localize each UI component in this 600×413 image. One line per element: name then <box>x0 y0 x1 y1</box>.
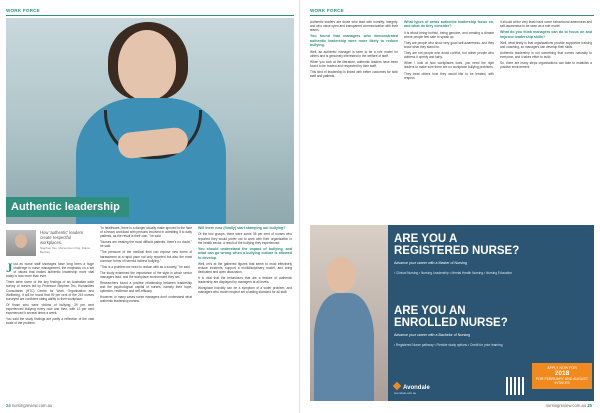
folio-left <box>6 403 52 408</box>
paragraph: However, in many cases nurse managers don't understand what authentic leadership means. <box>100 295 192 304</box>
page-number: 25 <box>587 403 592 408</box>
advert-q2-line1: ARE YOU AN <box>394 305 466 317</box>
paragraph: Of those who were victims of bullying, 39 per cent experienced bullying every now and then, with 12 per cent experienced it several times a week. <box>6 302 94 316</box>
right-col-1 <box>310 20 398 80</box>
folio-site: nursingreview.com.au <box>545 403 587 408</box>
photo-face <box>118 30 176 100</box>
paragraph: It is about being truthful, being genuine, and creating a climate where people feel safe to speak up. <box>404 30 494 39</box>
paragraph: "This is a problem we need to reckon with as a society," he said. <box>100 264 191 269</box>
advert-sub1: Advance your career with a Master of Nursing <box>394 261 467 265</box>
paragraph: This kind of leadership is linked with better outcomes for both staff and patients. <box>310 69 398 78</box>
paragraph: ust as nurse staff shortages have long been a huge challenge in nurse management, the emphasis on a set of values that makes authentic leadership more vital today is now more than ever. <box>6 262 94 279</box>
paragraph: They treat others how they would like to be treated, with respect. <box>404 71 494 80</box>
advert-sub2: Advance your career with a Bachelor of Nursing <box>394 333 471 337</box>
paragraph: So, there are many steps organisations can take to establish a positive environment. <box>500 61 592 70</box>
running-head-rule <box>310 15 594 16</box>
folio-site: nursingreview.com.au <box>11 403 53 408</box>
paragraph: Workplace incivility can be a symptom of a wider problem, and managers who model respect set a lasting standard for all staff. <box>198 286 292 295</box>
subhead: Will there now (finally) start stamping out bullying? <box>198 226 286 230</box>
subhead: You found that managers who demonstrated authentic leadership were more likely to reduce bullying. <box>310 34 398 48</box>
paragraph: When I look at how workplaces work, you need the right leaders to make sure there are no workplace bullying problems. <box>404 61 494 70</box>
standfirst-text: How 'authentic' leaders create respectful workplaces. <box>40 230 84 245</box>
advert-q1-line2: REGISTERED NURSE? <box>394 245 520 257</box>
right-page <box>300 0 600 413</box>
paragraph: They are people who show very good self-awareness, and they know what they stand for. <box>404 41 494 50</box>
article-title: Authentic leadership <box>6 197 129 217</box>
paragraph: You said the study findings are partly a reflection of the vast scale of the problem. <box>6 317 94 326</box>
paragraph: "The pressure of the medical field can expose new forms of harassment at a rapid pace not only reported but also the most common forms of harmful indirect bullying." <box>100 250 192 263</box>
paragraph: There were some of the key findings of an Australian wide survey of nurses led by Professor Stephen Teo, Humanities Consultants (HTC) Centre for Work, Organisation and Wellbeing. It will be found that 99 per cent of the 219 nurses surveyed are confident rating ability to their workplace. <box>6 280 94 301</box>
advert-web[interactable]: avondale.edu.au <box>394 391 417 395</box>
paragraph: It should at the very least have some behavioural awareness and self-awareness to be seen as a role model. <box>500 20 592 29</box>
advert-q1 <box>394 233 519 257</box>
brand-name: Avondale <box>403 385 430 391</box>
running-head-rule <box>6 15 294 16</box>
paragraph: "In healthcare, there is a danger usually make ignored in the face of a heavy workload with persons involved in admitting it to daily patients, as the result is their own," he said. <box>100 226 192 239</box>
paragraph: Well, let's at the gathered figures that seem to most effectively reduce incidents, support a multidisciplinary model, and bring dedicated and open discussion. <box>198 261 292 275</box>
paragraph: They are not people who avoid conflict, but rather people who address it openly and fairly. <box>404 51 494 60</box>
cta-top: APPLY NOW FOR <box>547 366 577 370</box>
paragraph: The study examined the importance of the style in which senior managers lead, and the workplace environment they set. <box>100 270 192 279</box>
standfirst <box>40 230 90 255</box>
advert-q2-line2: ENROLLED NURSE? <box>394 317 508 329</box>
running-head: WORK FORCE <box>6 8 40 13</box>
right-col-2 <box>404 20 494 82</box>
paragraph: Well, what firstly is that organisations provide supportive training and coaching, so managers can develop their skills. <box>500 41 592 50</box>
paragraph: "Nurses are treating the most difficult patients, there's no doubt," he said. <box>100 240 192 249</box>
paragraph: Authentic leadership is not something that comes naturally to everyone, and it takes effort to build. <box>500 51 592 60</box>
left-col-3 <box>198 226 292 297</box>
advert-lines1: • Clinical Nursing • Nursing Leadership • Mental Health Nursing • Nursing Education <box>394 271 513 275</box>
drop-cap: J <box>6 260 13 275</box>
avondale-logo-icon <box>393 382 401 390</box>
page-number: 24 <box>6 403 11 408</box>
paragraph: Of the two groups, there were some 38 per cent of nurses who reported they would prefer not to work with their organisation in the health sector, a result of the bullying they experienced. <box>198 232 292 245</box>
author-photo <box>6 230 36 256</box>
paragraph: It is vital that the behaviours that are a feature of authentic leadership are displayed by managers at all levels. <box>198 276 292 285</box>
paragraph: Authentic leaders are those who lead with humility, integrity, and who value open and transparent communication with their teams. <box>310 20 398 33</box>
left-col-1 <box>6 262 94 327</box>
qr-code-icon <box>506 377 524 395</box>
apply-now-button[interactable] <box>532 363 592 389</box>
paragraph: When you look at the literature, authentic leaders have been found to be trusted and respected by their staff. <box>310 59 398 68</box>
paragraph: Researchers found a positive relationship between leadership and the psychological capital of nurses, namely their hope, optimism, resilience and self-efficacy. <box>100 281 192 294</box>
subhead: You should understand the impact of bullying, and what can go wrong when a bullying culture is allowed to develop. <box>198 246 292 260</box>
cta-bottom: FOR FEBRUARY AND AUGUST INTAKES <box>535 377 589 386</box>
advert-avondale[interactable] <box>310 225 594 401</box>
subhead: What do you think managers can do to focus on and improve leadership skills? <box>500 30 592 39</box>
folio-right <box>546 403 592 408</box>
paragraph: Well, an authentic manager is seen to be a role model for others and is genuinely interested in the welfare of staff. <box>310 49 398 58</box>
advert-q1-line1: ARE YOU A <box>394 233 458 245</box>
byline: Stephen Teo, Mervermen Ong, Diana Bentley <box>40 246 90 254</box>
advert-brand <box>394 383 430 391</box>
advert-q2 <box>394 305 508 329</box>
advert-lines2: • Registered Nurse pathway • Flexible study options • Credit for prior learning <box>394 343 503 347</box>
right-col-3 <box>500 20 592 72</box>
cta-year: 2018 <box>554 370 570 378</box>
nurse-photo <box>6 18 294 224</box>
subhead: What types of areas authentic leadership focus on, and what do they consider? <box>404 20 494 29</box>
advert-nurse-photo <box>310 225 388 401</box>
running-head: WORK FORCE <box>310 8 344 13</box>
left-col-2 <box>100 226 192 306</box>
